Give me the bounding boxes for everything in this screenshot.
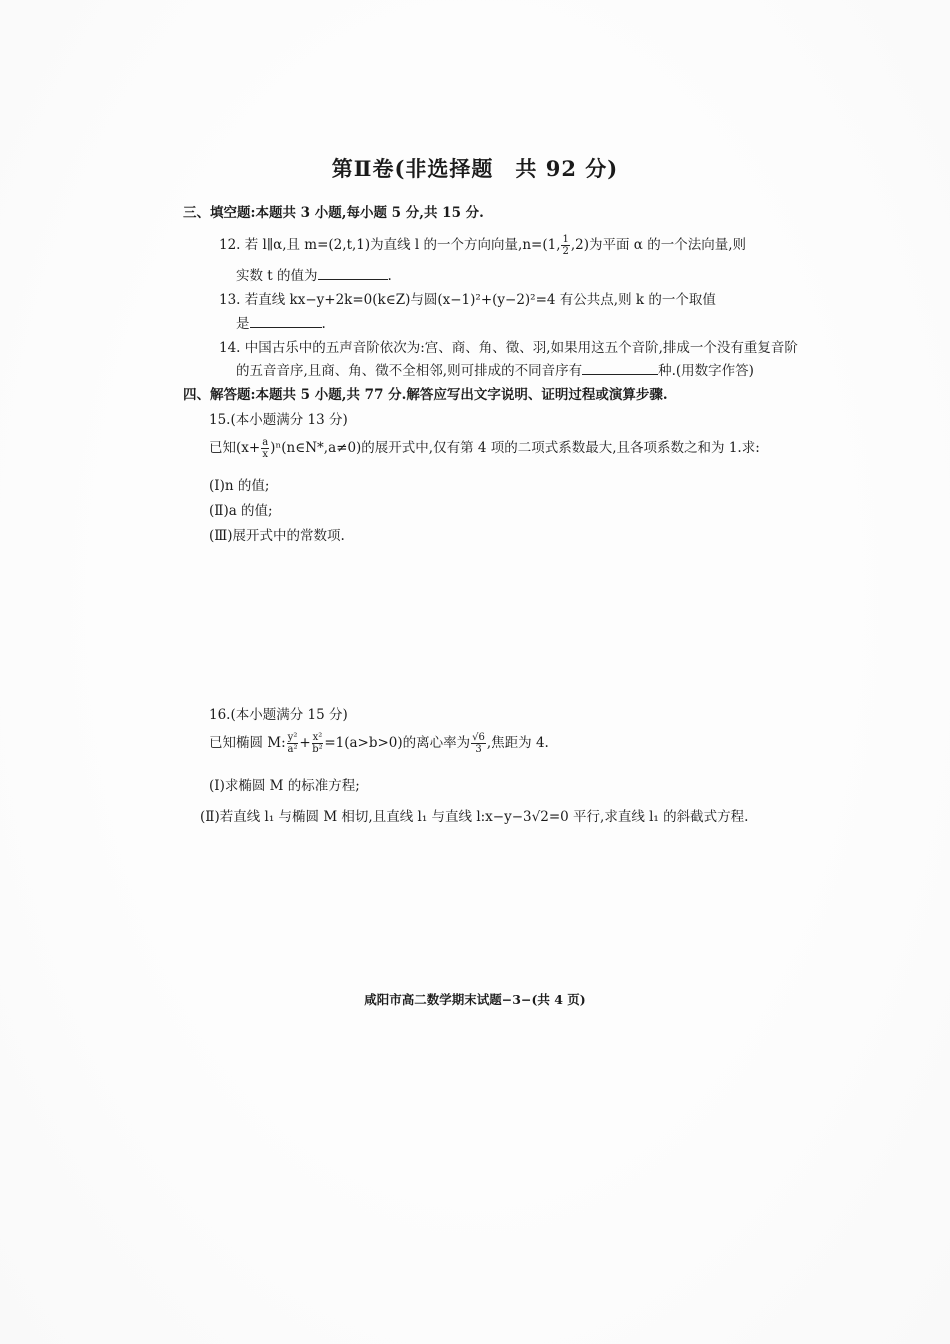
q12-fraction bbox=[561, 234, 569, 257]
q16-plus: + bbox=[299, 735, 311, 751]
q12-line2 bbox=[236, 264, 392, 284]
q13-line1: 13. 若直线 kx−y+2k=0(k∈Z)与圆(x−1)²+(y−2)²=4 有公共点,则 k 的一个取值 bbox=[219, 292, 716, 308]
q16-stem-a: 已知椭圆 M: bbox=[209, 735, 286, 751]
q12-line2-text: 实数 t 的值为 bbox=[236, 268, 318, 284]
q12-text-b: ,2)为平面 α 的一个法向量,则 bbox=[570, 237, 746, 253]
q16-stem bbox=[209, 731, 549, 755]
q15-part1: (Ⅰ)n 的值; bbox=[209, 478, 270, 494]
q12-text-a: 12. 若 l∥α,且 m=(2,t,1)为直线 l 的一个方向向量,n=(1, bbox=[219, 237, 561, 253]
q14-line2 bbox=[236, 359, 754, 379]
q16-f1-num: y² bbox=[287, 732, 298, 743]
q16-fraction-y bbox=[287, 732, 299, 755]
q14-answer-blank bbox=[582, 362, 658, 375]
q16-header: 16.(本小题满分 15 分) bbox=[209, 707, 348, 723]
q15-part2: (Ⅱ)a 的值; bbox=[209, 503, 273, 519]
q14-line2-text: 的五音音序,且商、角、徵不全相邻,则可排成的不同音序有 bbox=[236, 363, 583, 379]
q12-line1 bbox=[219, 233, 746, 257]
section3-heading: 三、填空题:本题共 3 小题,每小题 5 分,共 15 分. bbox=[183, 205, 484, 221]
q15-header: 15.(本小题满分 13 分) bbox=[209, 412, 348, 428]
section-title: 第Ⅱ卷(非选择题 共 92 分) bbox=[331, 156, 619, 181]
q14-line2-end: 种.(用数字作答) bbox=[658, 363, 754, 379]
q12-line2-end: . bbox=[387, 268, 392, 284]
q16-stem-c: ,焦距为 4. bbox=[486, 735, 549, 751]
q12-answer-blank bbox=[318, 267, 388, 280]
q13-line2-text: 是 bbox=[236, 316, 250, 332]
q16-f2-num: x² bbox=[312, 732, 323, 743]
q16-f3-num: √6 bbox=[472, 732, 485, 743]
q15-fraction bbox=[261, 437, 269, 460]
q14-line1: 14. 中国古乐中的五声音阶依次为:宫、商、角、徵、羽,如果用这五个音阶,排成一个没有重复音阶 bbox=[219, 340, 798, 356]
q16-stem-b: =1(a>b>0)的离心率为 bbox=[324, 735, 471, 751]
q15-stem-a: 已知(x+ bbox=[209, 440, 261, 456]
q15-part3: (Ⅲ)展开式中的常数项. bbox=[209, 528, 345, 544]
q13-answer-blank bbox=[250, 315, 322, 328]
q15-stem-b: )ⁿ(n∈N*,a≠0)的展开式中,仅有第 4 项的二项式系数最大,且各项系数之和为 1.求: bbox=[270, 440, 760, 456]
q16-fraction-e bbox=[471, 732, 486, 755]
q16-f1-den: a² bbox=[287, 744, 298, 755]
q15-stem bbox=[209, 436, 760, 460]
q13-line2 bbox=[236, 312, 326, 332]
q16-part2: (Ⅱ)若直线 l₁ 与椭圆 M 相切,且直线 l₁ 与直线 l:x−y−3√2=0 平行,求直线 l₁ 的斜截式方程. bbox=[200, 809, 749, 825]
page-footer: 咸阳市高二数学期末试题−3−(共 4 页) bbox=[364, 992, 586, 1007]
section4-heading: 四、解答题:本题共 5 小题,共 77 分.解答应写出文字说明、证明过程或演算步骤. bbox=[183, 387, 668, 403]
q15-frac-num: a bbox=[262, 437, 269, 448]
q12-frac-num: 1 bbox=[562, 234, 569, 245]
q16-part1: (Ⅰ)求椭圆 M 的标准方程; bbox=[209, 778, 360, 794]
q15-frac-den: x bbox=[262, 449, 268, 460]
q16-f3-den: 3 bbox=[475, 744, 482, 755]
q12-frac-den: 2 bbox=[562, 246, 569, 257]
q13-line2-end: . bbox=[321, 316, 326, 332]
q16-f2-den: b² bbox=[312, 744, 323, 755]
q16-fraction-x bbox=[312, 732, 324, 755]
